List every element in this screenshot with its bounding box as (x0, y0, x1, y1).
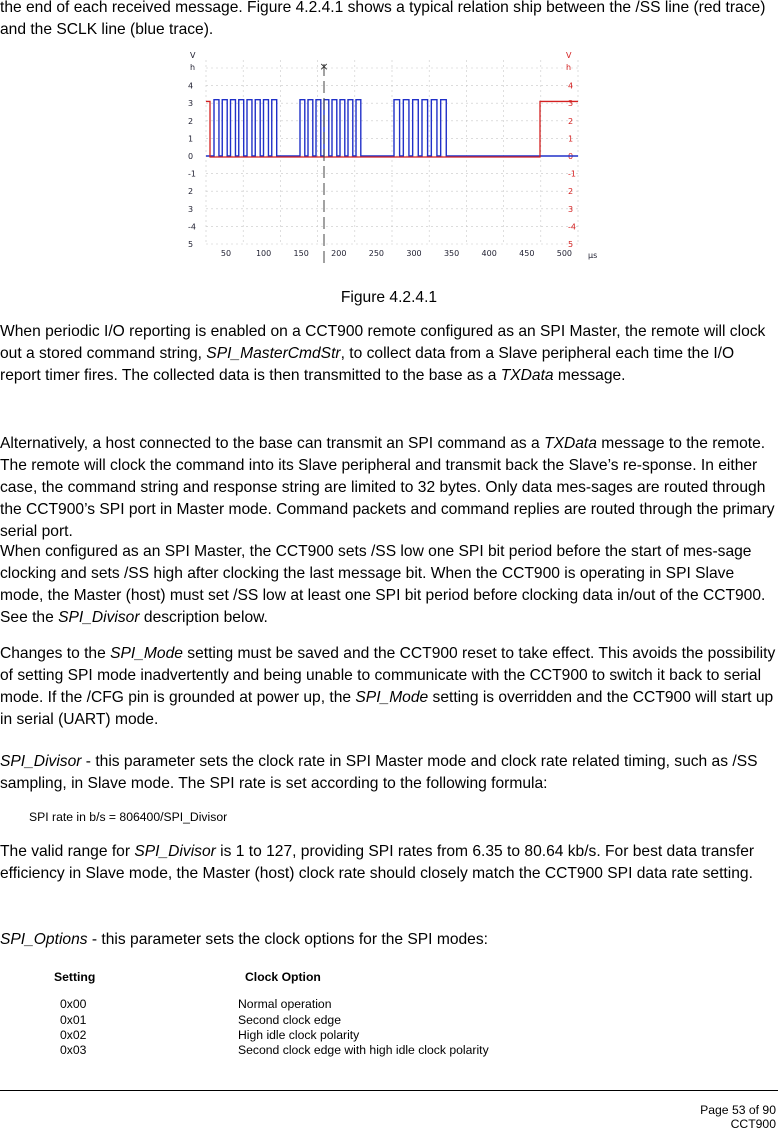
x-axis-unit-label: µs (588, 251, 598, 260)
y-tick-label: 2 (188, 187, 194, 197)
table-cell-setting: 0x01 (60, 1013, 87, 1027)
x-tick-label: 400 (481, 249, 497, 258)
x-tick-label: 100 (255, 249, 272, 258)
x-tick-label: 250 (368, 249, 385, 258)
right-y-tick-label: 2 (568, 116, 574, 126)
right-y-tick-label: 3 (568, 99, 574, 109)
left-axis-div-label: h (190, 63, 196, 72)
paragraph-spi-mode: Changes to the SPI_Mode setting must be saved and the CCT900 reset to take effect. This avoids the possibility of setting SPI mode inadvertently and being unable to communicate with the CCT900 to switch it back to serial mode. If the /CFG pin is grounded at power up, the SPI_Mode setting is overridden and the CCT900 will start up in serial (UART) mode. (0, 645, 776, 728)
table-header-setting: Setting (54, 970, 96, 984)
right-y-tick-label: 1 (568, 134, 574, 144)
y-tick-label: 1 (188, 134, 194, 144)
left-axis-unit-label: V (190, 51, 196, 60)
oscilloscope-figure (168, 44, 612, 266)
x-tick-label: 300 (406, 249, 422, 258)
x-tick-label: 450 (519, 249, 535, 258)
y-tick-label: 3 (188, 204, 194, 214)
x-tick-label: 500 (556, 249, 573, 258)
right-axis-unit-label: V (566, 51, 572, 60)
x-tick-label: 200 (331, 249, 347, 258)
footer-divider (0, 1090, 778, 1091)
x-tick-label: 50 (220, 249, 232, 258)
right-axis-div-label: h (566, 63, 572, 72)
y-tick-label: 0 (188, 152, 194, 161)
table-cell-setting: 0x00 (60, 997, 87, 1011)
figure-caption: Figure 4.2.4.1 (340, 289, 438, 306)
right-y-tick-label: 4 (568, 81, 574, 91)
right-y-tick-label: 5 (568, 240, 574, 249)
right-y-tick-label: -1 (568, 169, 576, 179)
x-tick-label: 350 (443, 249, 460, 258)
table-cell-option: Normal operation (238, 997, 332, 1011)
paragraph-valid-range: The valid range for SPI_Divisor is 1 to 127, providing SPI rates from 6.35 to 80.64 kb/s. For best data transfer efficiency in Slave mode, the Master (host) clock rate should closely match the CCT900 SPI data rate setting. (0, 843, 755, 882)
paragraph-ss-timing: When configured as an SPI Master, the CCT900 sets /SS low one SPI bit period before the start of mes-sage clocking and sets /SS high after clocking the last message bit. When the CCT900 is operating in SPI Slave mode, the Master (host) must set /SS low at least one SPI bit period before clocking data in/out of the CCT900. See the SPI_Divisor description below. (0, 543, 766, 626)
y-tick-label: 5 (188, 240, 194, 249)
table-cell-setting: 0x02 (60, 1028, 87, 1042)
table-cell-option: Second clock edge (238, 1013, 341, 1027)
intro-paragraph: the end of each received message. Figure 4.2.4.1 shows a typical relation ship between the /SS line (red trace) and the SCLK line (blue trace). (0, 0, 766, 38)
y-tick-label: 4 (188, 81, 194, 91)
x-tick-label: 150 (293, 249, 309, 258)
paragraph-spi-divisor: SPI_Divisor - this parameter sets the clock rate in SPI Master mode and clock rate related timing, such as /SS sampling, in Slave mode. The SPI rate is set according to the following formula: (0, 753, 758, 792)
right-y-tick-label: -4 (568, 222, 576, 232)
y-tick-label: 3 (188, 99, 194, 109)
formula-line: SPI rate in b/s = 806400/SPI_Divisor (29, 810, 228, 824)
page-number: Page 53 of 90 (700, 1103, 776, 1117)
product-name: CCT900 (730, 1117, 776, 1131)
y-tick-label: 2 (188, 116, 194, 126)
y-tick-label: -1 (188, 169, 196, 179)
table-cell-setting: 0x03 (60, 1043, 87, 1057)
right-y-tick-label: 0 (568, 152, 574, 161)
y-tick-label: -4 (188, 222, 196, 232)
right-y-tick-label: 2 (568, 187, 574, 197)
paragraph-spi-options: SPI_Options - this parameter sets the clock options for the SPI modes: (0, 931, 488, 948)
plot-background (168, 44, 612, 266)
cursor-marker: × (319, 60, 329, 73)
right-y-tick-label: 3 (568, 204, 574, 214)
table-header-clock-option: Clock Option (245, 970, 321, 984)
table-cell-option: High idle clock polarity (238, 1028, 360, 1042)
paragraph-master-reporting: When periodic I/O reporting is enabled on a CCT900 remote configured as an SPI Master, the remote will clock out a stored command string, SPI_MasterCmdStr, to collect data from a Slave peripheral each time the I/O report timer fires. The collected data is then transmitted to the base as a TXData message. (0, 323, 766, 384)
paragraph-host-command: Alternatively, a host connected to the base can transmit an SPI command as a TXData message to the remote. The remote will clock the command into its Slave peripheral and transmit back the Slave’s re-sponse. In either case, the command string and response string are limited to 32 bytes. Only data mes-sages are routed through the CCT900’s SPI port in Master mode. Command packets and command replies are routed through the primary serial port. (0, 435, 775, 540)
table-cell-option: Second clock edge with high idle clock polarity (238, 1043, 489, 1057)
